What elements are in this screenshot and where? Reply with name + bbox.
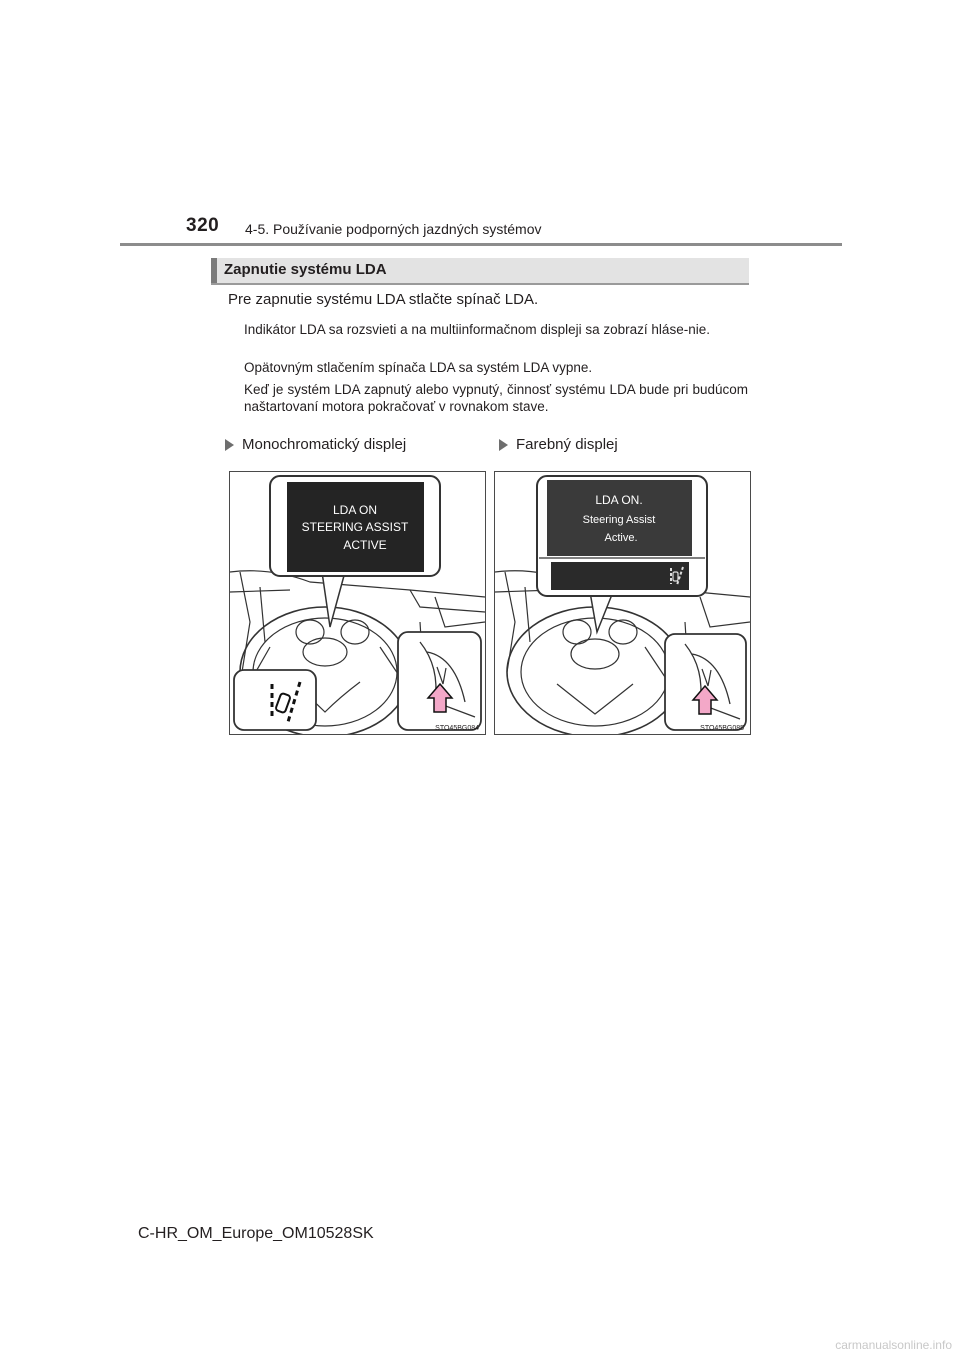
figure-code: STO45BG084: [435, 725, 479, 732]
figure-caption-text: Farebný displej: [516, 436, 618, 453]
caption-triangle-icon: [225, 439, 234, 451]
lead-instruction: Pre zapnutie systému LDA stlačte spínač LDA.: [228, 291, 539, 308]
header-divider: [120, 243, 842, 246]
figure-caption-monochrome: [225, 436, 406, 453]
paragraph-state-memory: Keď je systém LDA zapnutý alebo vypnutý, činnosť systému LDA bude pri budúcom naštartovaní motora pokračovať v rovnakom stave.: [244, 382, 748, 414]
page-number: 320: [186, 215, 220, 236]
figure-monochrome-display: [229, 471, 486, 735]
dashboard-illustration: [495, 472, 750, 734]
caption-triangle-icon: [499, 439, 508, 451]
paragraph-indicator: Indikátor LDA sa rozsvieti a na multiinformačnom displeji sa zobrazí hláse-nie.: [244, 322, 710, 337]
footer-doc-id: C-HR_OM_Europe_OM10528SK: [138, 1225, 374, 1242]
lda-switch-icon: [665, 634, 746, 730]
display-line-2: Steering Assist: [582, 514, 656, 526]
chapter-title: 4-5. Používanie podporných jazdných systémov: [245, 221, 542, 237]
section-heading-bar: [211, 258, 749, 285]
figure-code: STO45BG085: [700, 725, 744, 732]
figure-caption-color: [499, 436, 618, 453]
paragraph-switch-off: Opätovným stlačením spínača LDA sa systém LDA vypne.: [244, 360, 593, 375]
display-line-1: LDA ON.: [595, 493, 643, 507]
dashboard-illustration: [230, 472, 485, 734]
section-title: Zapnutie systému LDA: [224, 261, 387, 278]
figure-caption-text: Monochromatický displej: [242, 436, 407, 453]
figure-color-display: [494, 471, 751, 735]
lda-indicator-icon: [234, 670, 316, 730]
display-line-3: ACTIVE: [343, 538, 387, 552]
display-line-3: Active.: [604, 532, 638, 544]
display-line-1: LDA ON: [332, 503, 378, 517]
section-heading-tab: [211, 258, 217, 283]
watermark: carmanualsonline.info: [835, 1338, 952, 1352]
display-line-2: STEERING ASSIST: [301, 520, 409, 534]
lda-switch-icon: [398, 632, 481, 730]
